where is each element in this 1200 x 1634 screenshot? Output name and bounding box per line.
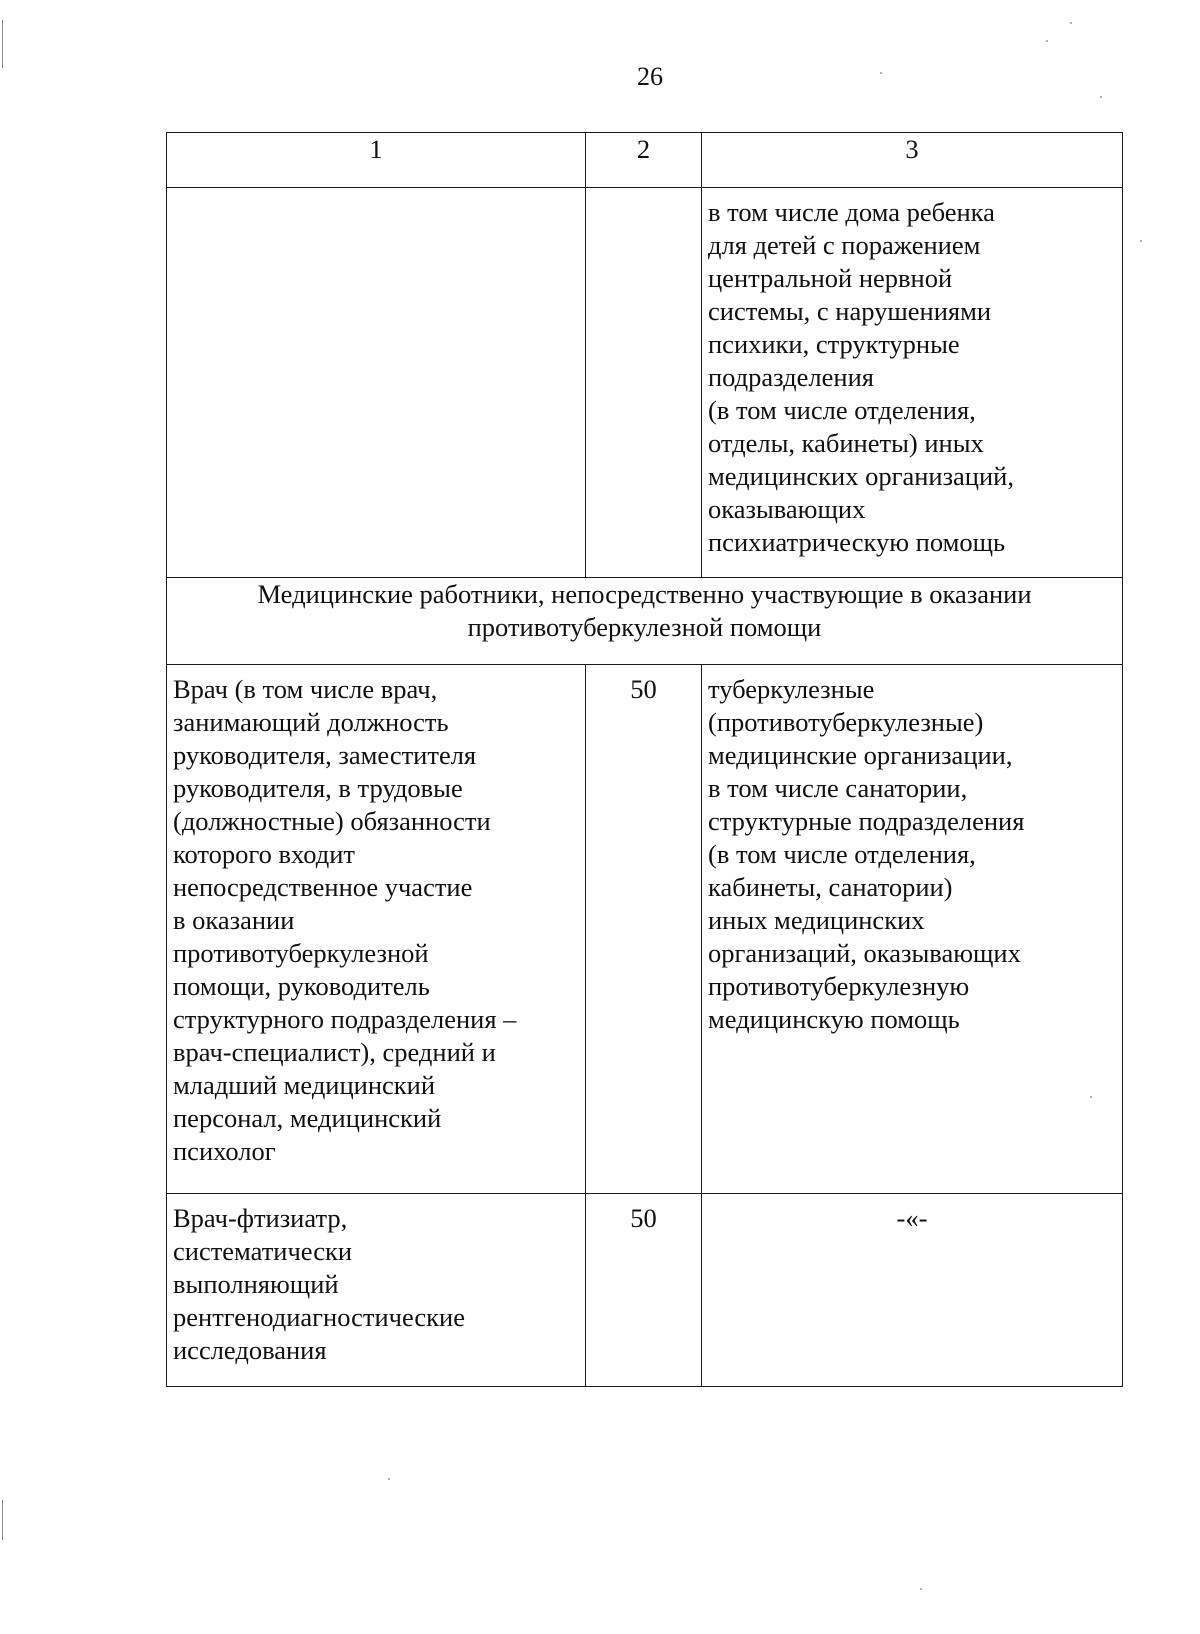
header-cell-1: 1 bbox=[167, 133, 586, 188]
table-row bbox=[167, 665, 1123, 1194]
scan-speck bbox=[1140, 240, 1142, 242]
organization-text: туберкулезные (противотуберкулезные) медицинские организации, в том числе санатории, структурные подразделения (в том числе отделения, кабинеты, санатории) иных медицинских организаций, оказывающих противотуберкулезную медицинскую помощь bbox=[708, 674, 1025, 1034]
percent-value: 50 bbox=[630, 1203, 657, 1233]
table-header-row bbox=[167, 133, 1123, 188]
table-row bbox=[167, 1194, 1123, 1387]
table-row bbox=[167, 188, 1123, 578]
organization-cell bbox=[702, 1194, 1123, 1387]
percent-cell bbox=[586, 188, 702, 578]
percent-cell bbox=[586, 665, 702, 1194]
position-text: Врач-фтизиатр, систематически выполняющий рентгенодиагностические исследования bbox=[173, 1203, 465, 1365]
scan-edge-mark bbox=[2, 20, 3, 68]
position-cell bbox=[167, 1194, 586, 1387]
page-number: 26 bbox=[637, 62, 663, 91]
scan-speck bbox=[1070, 22, 1072, 24]
percent-cell bbox=[586, 1194, 702, 1387]
section-title: Медицинские работники, непосредственно участвующие в оказании противотуберкулезной помощи bbox=[167, 578, 1123, 665]
scan-edge-mark bbox=[2, 1500, 3, 1540]
scan-speck bbox=[1100, 96, 1102, 98]
organization-cell bbox=[702, 188, 1123, 578]
organization-text: в том числе дома ребенка для детей с поражением центральной нервной системы, с нарушениями психики, структурные подразделения (в том числе отделения, отделы, кабинеты) иных медицинских организаций, оказывающих психиатрическую помощь bbox=[708, 197, 1014, 557]
norms-table bbox=[166, 132, 1123, 1387]
scan-speck bbox=[920, 1588, 922, 1590]
percent-value: 50 bbox=[630, 674, 657, 704]
ditto-mark: -«- bbox=[896, 1203, 928, 1233]
position-cell bbox=[167, 665, 586, 1194]
scan-speck bbox=[1046, 40, 1048, 42]
scan-speck bbox=[880, 72, 882, 74]
position-cell bbox=[167, 188, 586, 578]
position-text: Врач (в том числе врач, занимающий должность руководителя, заместителя руководителя, в трудовые (должностные) обязанности которого входит непосредственное участие в оказании противотуберкулезной помощи, руководитель структурного подразделения – врач-специалист), средний и младший медицинский персонал, медицинский психолог bbox=[173, 674, 517, 1166]
header-cell-2: 2 bbox=[586, 133, 702, 188]
header-cell-3: 3 bbox=[702, 133, 1123, 188]
organization-cell bbox=[702, 665, 1123, 1194]
section-title-row bbox=[167, 578, 1123, 665]
scan-speck bbox=[388, 1478, 390, 1480]
